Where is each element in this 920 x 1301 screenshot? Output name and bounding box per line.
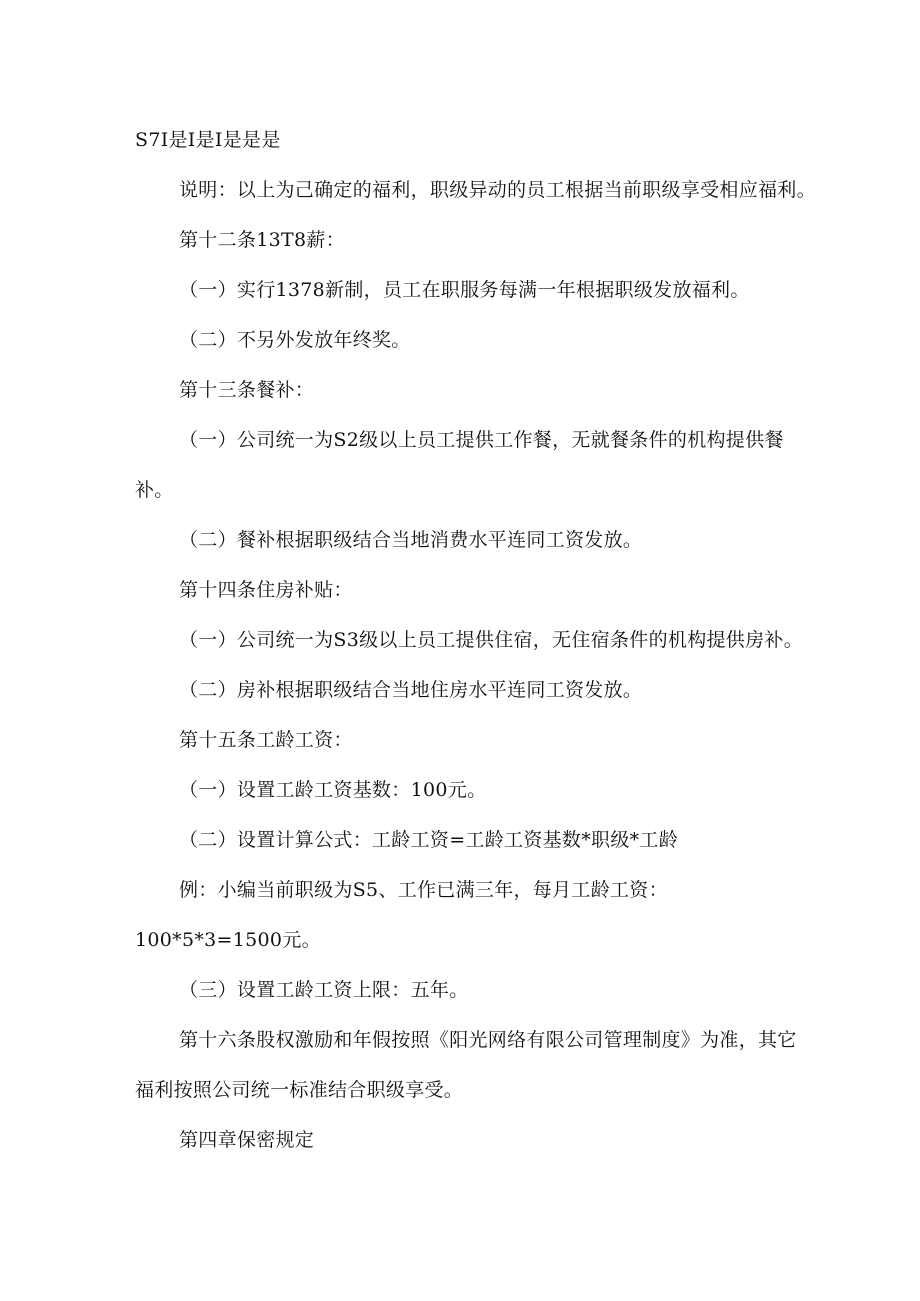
doc-line-12-1: （一）实行1378新制，员工在职服务每满一年根据职级发放福利。 [179,279,750,301]
doc-heading-article-12: 第十二条13T8薪： [179,229,345,251]
doc-line-article-16-cont: 福利按照公司统一标准结合职级享受。 [135,1079,464,1101]
doc-line-s7-row: S7I是I是I是是是 [135,129,281,151]
doc-heading-article-14: 第十四条住房补贴： [179,579,353,601]
doc-line-15-2: （二）设置计算公式：工龄工资=工龄工资基数*职级*工龄 [179,829,679,851]
doc-line-example: 例：小编当前职级为S5、工作已满三年，每月工龄工资： [179,879,668,901]
doc-line-example-cont: 100*5*3=1500元。 [135,929,321,951]
doc-line-14-1: （一）公司统一为S3级以上员工提供住宿，无住宿条件的机构提供房补。 [179,629,804,651]
doc-line-note: 说明：以上为己确定的福利，职级异动的员工根据当前职级享受相应福利。 [179,179,816,201]
doc-heading-article-13: 第十三条餐补： [179,379,315,401]
doc-heading-chapter-4: 第四章保密规定 [179,1129,315,1151]
doc-line-15-3: （三）设置工龄工资上限：五年。 [179,979,469,1001]
doc-heading-article-15: 第十五条工龄工资： [179,729,353,751]
doc-heading-article-16: 第十六条股权激励和年假按照《阳光网络有限公司管理制度》为准，其它 [179,1029,797,1051]
doc-line-13-2: （二）餐补根据职级结合当地消费水平连同工资发放。 [179,529,643,551]
doc-line-12-2: （二）不另外发放年终奖。 [179,329,411,351]
doc-line-13-1-cont: 补。 [135,479,174,501]
doc-line-14-2: （二）房补根据职级结合当地住房水平连同工资发放。 [179,679,643,701]
doc-line-15-1: （一）设置工龄工资基数：100元。 [179,779,487,801]
doc-line-13-1: （一）公司统一为S2级以上员工提供工作餐，无就餐条件的机构提供餐 [179,429,784,451]
